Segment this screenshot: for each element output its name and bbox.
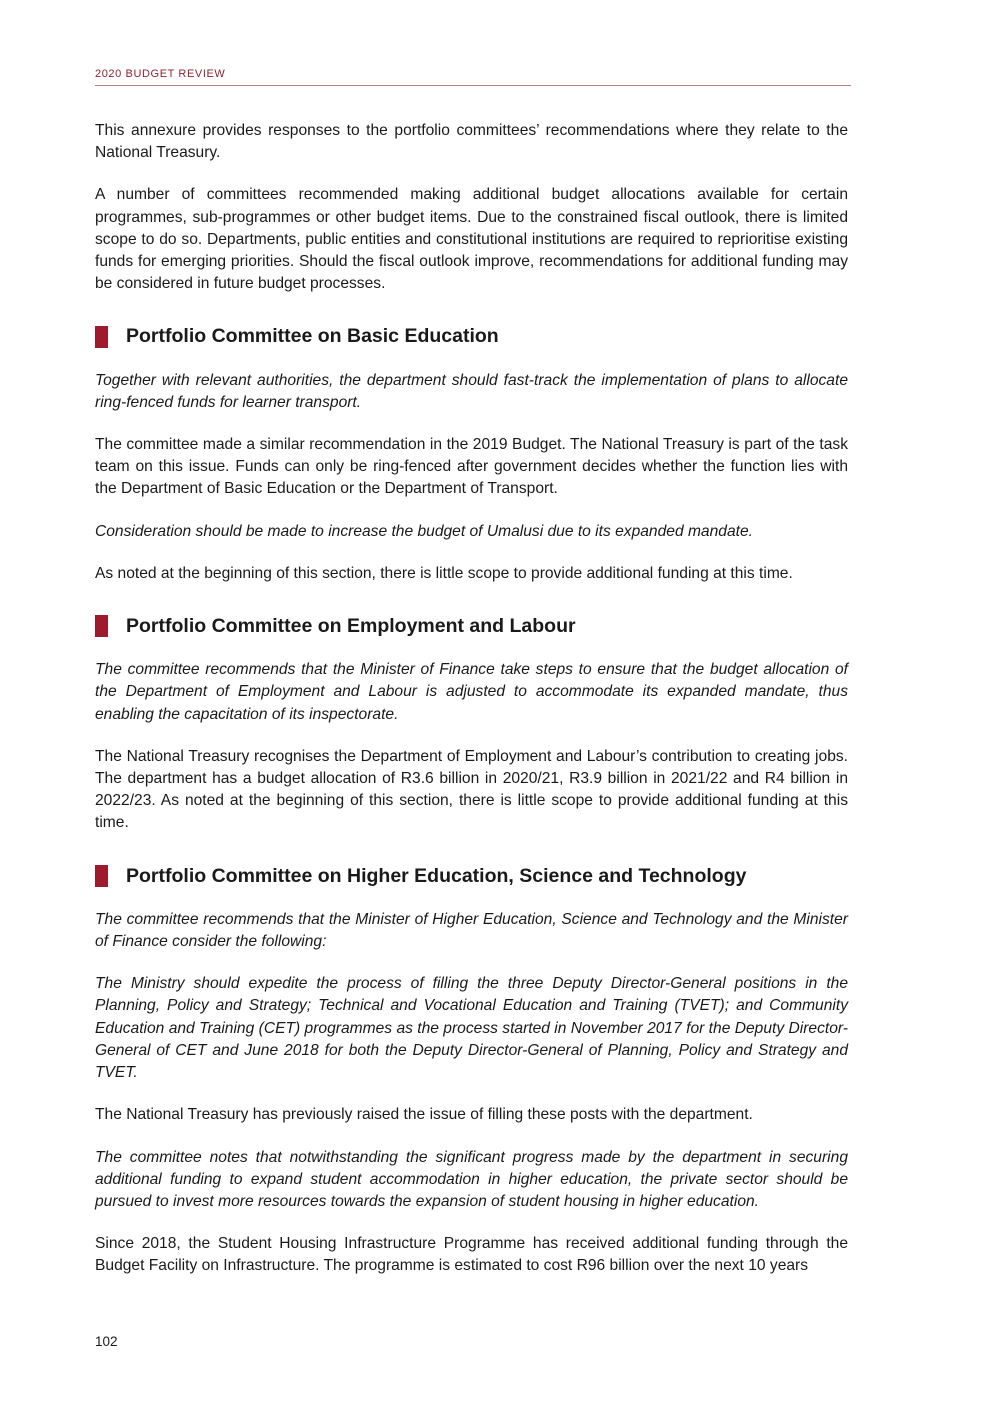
recommendation-paragraph: The committee recommends that the Minister of Finance take steps to ensure that the budget allocation of the Department of Employment and Labour is adjusted to accommodate its expanded mandate, thus enabling the capacitation of its inspectorate.	[95, 661, 848, 723]
response-paragraph: The National Treasury recognises the Department of Employment and Labour’s contribution to creating jobs. The department has a budget allocation of R3.6 billion in 2020/21, R3.9 billion in 2021/22 and R4 billion in 2022/23. As noted at the beginning of this section, there is little scope to provide additional funding at this time.	[95, 747, 848, 832]
section-title: Portfolio Committee on Higher Education, Science and Technology	[126, 864, 747, 887]
response-paragraph: Since 2018, the Student Housing Infrastructure Programme has received additional funding through the Budget Facility on Infrastructure. The programme is estimated to cost R96 billion over the next 10 years	[95, 1235, 848, 1275]
recommendation-paragraph: The committee recommends that the Minister of Higher Education, Science and Technology and the Minister of Finance consider the following:	[95, 910, 848, 951]
recommendation-paragraph: Consideration should be made to increase the budget of Umalusi due to its expanded mandate.	[95, 522, 753, 540]
response-paragraph: As noted at the beginning of this section, there is little scope to provide additional funding at this time.	[95, 564, 793, 582]
section-heading-employment-labour	[95, 615, 848, 637]
intro-paragraph-2: A number of committees recommended making additional budget allocations available for certain programmes, sub-programmes or other budget items. Due to the constrained fiscal outlook, there is limited scope to do so. Departments, public entities and constitutional institutions are required to reprioritise existing funds for emerging priorities. Should the fiscal outlook improve, recommendations for additional funding may be considered in future budget processes.	[95, 186, 848, 293]
section-title: Portfolio Committee on Employment and Labour	[126, 615, 576, 638]
page-number: 102	[95, 1334, 118, 1349]
page-content	[95, 120, 848, 1298]
response-paragraph: The committee made a similar recommendation in the 2019 Budget. The National Treasury is part of the task team on this issue. Funds can only be ring-fenced after government decides whether the function lies with the Department of Basic Education or the Department of Transport.	[95, 436, 848, 498]
section-marker-icon	[95, 865, 108, 887]
recommendation-paragraph: Together with relevant authorities, the department should fast-track the implementation of plans to allocate ring-fenced funds for learner transport.	[95, 371, 848, 411]
intro-paragraph-1: This annexure provides responses to the portfolio committees’ recommendations where they relate to the National Treasury.	[95, 122, 848, 162]
response-paragraph: The National Treasury has previously raised the issue of filling these posts with the department.	[95, 1106, 753, 1124]
recommendation-paragraph: The committee notes that notwithstanding the significant progress made by the department in securing additional funding to expand student accommodation in higher education, the private sector should be pursued to invest more resources towards the expansion of student housing in higher education.	[95, 1148, 848, 1210]
section-heading-higher-education	[95, 865, 848, 887]
recommendation-paragraph: The Ministry should expedite the process of filling the three Deputy Director-General positions in the Planning, Policy and Strategy; Technical and Vocational Education and Training (TVET); and Community Education and Training (CET) programmes as the process started in November 2017 for the Deputy Director-General of CET and June 2018 for both the Deputy Director-General of Planning, Policy and Strategy and TVET.	[95, 975, 848, 1082]
section-title: Portfolio Committee on Basic Education	[126, 325, 499, 348]
section-marker-icon	[95, 615, 108, 637]
section-heading-basic-education	[95, 325, 848, 347]
running-header: 2020 BUDGET REVIEW	[95, 68, 851, 86]
section-marker-icon	[95, 326, 108, 348]
